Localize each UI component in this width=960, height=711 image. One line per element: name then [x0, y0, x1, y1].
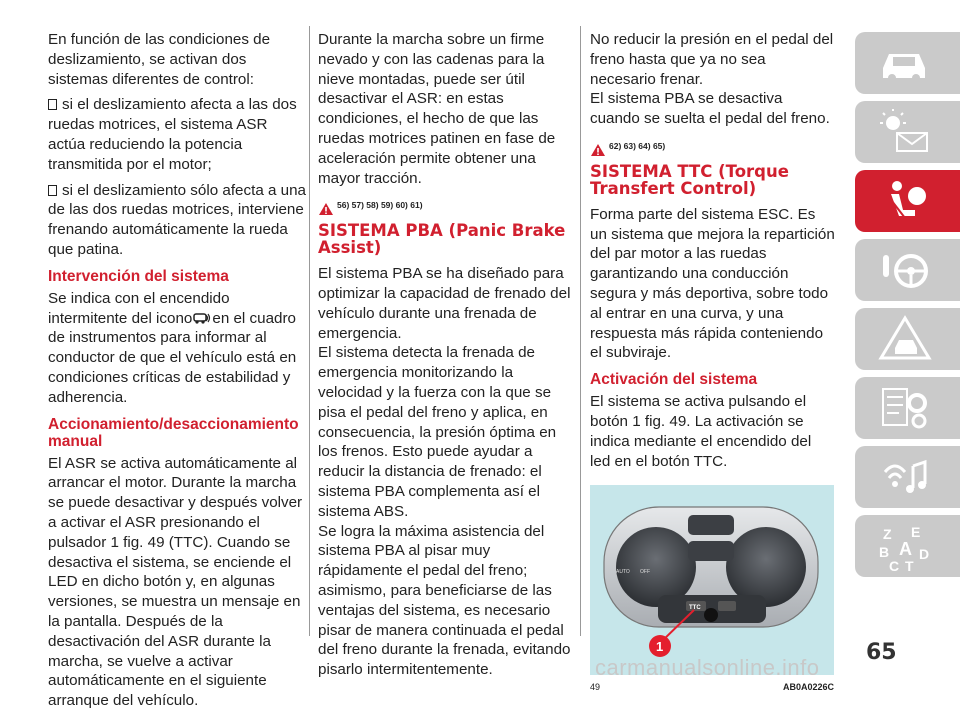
- figure-number: 49: [590, 682, 601, 693]
- paragraph: El ASR se activa automáticamente al arrancar el motor. Durante la marcha se puede desactivar y después volver a activar el ASR presionando el pulsador 1 fig. 49 (TTC). Cuando se desactiva el sistema, se enciende el LED en dicho botón y, en algunas versiones, se muestra un mensaje en la pantalla. Después de la desactivación del ASR durante la marcha, se vuelve a activar automáticamente en el siguiente arranque del vehículo.: [48, 454, 303, 710]
- page-number: 65: [866, 640, 897, 665]
- section-heading: Activación del sistema: [590, 371, 758, 389]
- svg-text:Z: Z: [883, 526, 892, 542]
- paragraph: Durante la marcha sobre un firme nevado y con las cadenas para la nieve montadas, puede ser útil desactivar el ASR: en estas condiciones, el hecho de que las ruedas motrices patinen en fase de aceleración permite obtener una mayor tracción.: [318, 31, 556, 187]
- bullet-box-icon: [48, 99, 57, 110]
- off-label: OFF: [640, 569, 650, 576]
- figure-code: AB0A0226C: [782, 682, 834, 693]
- paragraph: El sistema detecta la frenada de emergencia monitorizando la velocidad y la fuerza con la que se pisa el pedal del freno y aplica, en consecuencia, la presión óptima en los frenos. Esto puede ayudar a reducir la distancia de frenado: el sistema PBA complementa así el sistema ABS.: [318, 344, 557, 520]
- text-column-1: [48, 30, 306, 711]
- section-heading: Intervención del sistema: [48, 267, 229, 285]
- lamp-envelope-icon: [875, 107, 935, 157]
- warning-references: 56) 57) 58) 59) 60) 61): [318, 196, 572, 216]
- tab-maintenance[interactable]: [855, 377, 960, 439]
- tab-emergency[interactable]: [855, 308, 960, 370]
- tab-vehicle[interactable]: [855, 32, 960, 94]
- callout-number: 1: [656, 639, 664, 655]
- figure-caption: [590, 678, 834, 698]
- svg-text:E: E: [911, 524, 921, 540]
- paragraph: El sistema se activa pulsando el botón 1 fig. 49. La activación se indica mediante el encendido del led en el botón TTC.: [590, 393, 812, 470]
- section-title: SISTEMA PBA (Panic Brake Assist): [318, 221, 566, 258]
- column-divider: [309, 26, 310, 636]
- section-heading: Accionamiento/desaccionamiento manual: [48, 415, 299, 450]
- paragraph: Se logra la máxima asistencia del sistema PBA al pisar muy rápidamente el pedal del freno; asimismo, para beneficiarse de las ventajas del sistema, es necesario pisar de manera continuada el pedal del freno durante la frenada, evitando pisarlo intermitentemente.: [318, 522, 571, 679]
- intro-paragraph: En función de las condiciones de deslizamiento, se activan dos sistemas diferentes de control:: [48, 31, 271, 88]
- gears-icon: [875, 383, 935, 433]
- auto-label: AUTO: [616, 569, 630, 576]
- paragraph: Se indica con el encendido intermitente del icono en el cuadro de instrumentos para informar al conductor de que el vehículo está en condiciones críticas de estabilidad y adherencia.: [48, 289, 297, 406]
- text-column-2: [318, 30, 572, 680]
- bullet-box-icon: [48, 185, 57, 196]
- bullet-item: [48, 95, 306, 174]
- figure-49: [590, 485, 834, 675]
- paragraph: El sistema PBA se ha diseñado para optimizar la capacidad de frenado del vehículo durante una frenada de emergencia.: [318, 265, 571, 342]
- paragraph: El sistema PBA se desactiva cuando se suelta el pedal del freno.: [590, 90, 830, 128]
- car-icon: [875, 38, 935, 88]
- section-title: SISTEMA TTC (Torque Transfert Control): [590, 161, 789, 198]
- tab-lights-warnings[interactable]: [855, 101, 960, 163]
- warning-triangle-icon: [318, 202, 334, 216]
- emergency-car-icon: [875, 314, 935, 364]
- warning-references: 62) 63) 64) 65): [590, 137, 835, 157]
- svg-text:B: B: [879, 544, 890, 560]
- ttc-button-label: TTC: [689, 605, 701, 612]
- bullet-item: [48, 181, 306, 260]
- tab-index[interactable]: [855, 515, 960, 577]
- warning-triangle-icon: [590, 143, 606, 157]
- text-column-3: [590, 30, 835, 698]
- bullet-text: si el deslizamiento afecta a las dos ruedas motrices, el sistema ASR actúa reduciendo la potencia transmitida por el motor;: [48, 96, 297, 173]
- tab-multimedia[interactable]: [855, 446, 960, 508]
- airbag-seat-icon: [875, 176, 935, 226]
- watermark: carmanualsonline.info: [595, 655, 820, 680]
- asr-warning-icon: [192, 311, 212, 325]
- svg-text:C: C: [889, 558, 900, 571]
- music-signal-icon: [875, 452, 935, 502]
- climate-control-panel-illustration: [590, 485, 834, 675]
- svg-text:T: T: [905, 558, 914, 571]
- svg-text:D: D: [919, 546, 930, 562]
- paragraph: No reducir la presión en el pedal del freno hasta que ya no sea necesario frenar.: [590, 31, 834, 88]
- tab-starting-driving[interactable]: [855, 239, 960, 301]
- svg-text:A: A: [899, 539, 912, 559]
- paragraph: Forma parte del sistema ESC. Es un sistema que mejora la repartición del par motor a las ruedas garantizando una conducción segura y más deportiva, sobre todo al entrar en una curva, y una respuesta más rápida conteniendo el subviraje.: [590, 205, 835, 362]
- column-divider: [580, 26, 581, 636]
- alphabet-index-icon: [875, 521, 935, 571]
- steering-wheel-icon: [875, 245, 935, 295]
- tab-safety[interactable]: [855, 170, 960, 232]
- bullet-text: si el deslizamiento sólo afecta a una de las dos ruedas motrices, interviene frenando automáticamente la rueda que patina.: [48, 181, 306, 258]
